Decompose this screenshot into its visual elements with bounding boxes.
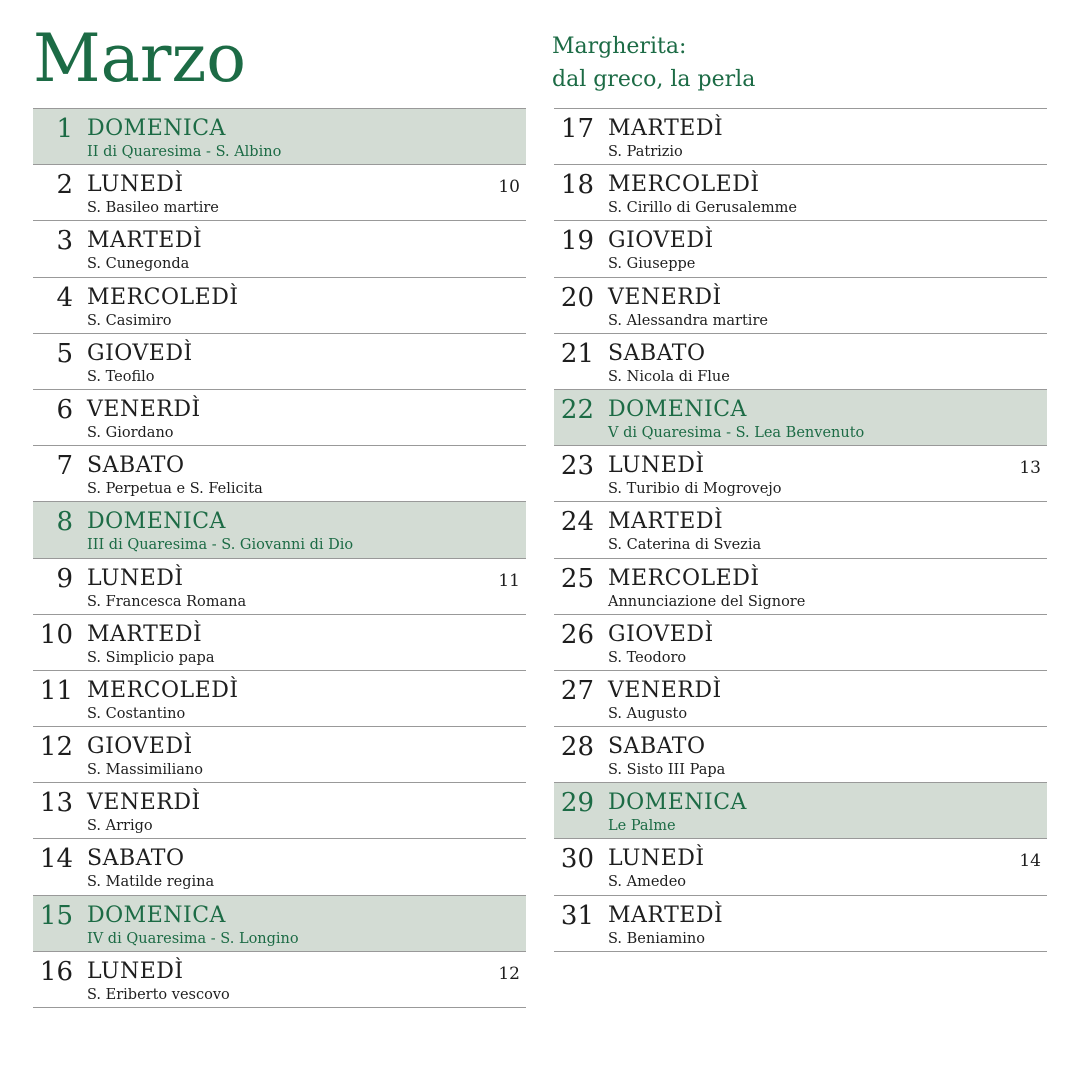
weekday-name: DOMENICA [87, 509, 226, 535]
weekday-name: LUNEDÌ [608, 846, 705, 872]
saint-of-day: S. Caterina di Svezia [608, 537, 762, 554]
day-number: 3 [56, 226, 73, 257]
weekday-name: DOMENICA [87, 902, 226, 928]
day-row-29 [554, 783, 1047, 839]
saint-of-day: S. Patrizio [608, 144, 683, 160]
day-row-25 [554, 559, 1047, 615]
day-row-18 [554, 165, 1047, 221]
day-row-13 [33, 783, 526, 839]
month-title: Marzo [33, 20, 246, 97]
day-number: 12 [39, 732, 73, 763]
saint-of-day: S. Costantino [87, 705, 186, 722]
day-row-20 [554, 278, 1047, 334]
day-number: 28 [560, 732, 594, 763]
day-number: 4 [56, 282, 73, 313]
saint-of-day: IV di Quaresima - S. Longino [87, 930, 299, 947]
day-number: 11 [39, 675, 73, 706]
weekday-name: DOMENICA [608, 790, 747, 816]
saint-of-day: S. Giordano [87, 424, 174, 441]
saint-of-day: Annunciazione del Signore [608, 593, 806, 610]
day-row-12 [33, 727, 526, 783]
day-row-3 [33, 221, 526, 277]
weekday-name: VENERDÌ [608, 284, 722, 310]
weekday-name: DOMENICA [608, 396, 747, 422]
saint-of-day: V di Quaresima - S. Lea Benvenuto [608, 424, 865, 441]
weekday-name: LUNEDÌ [87, 172, 184, 198]
weekday-name: VENERDÌ [87, 396, 201, 422]
saint-of-day: S. Alessandra martire [608, 312, 768, 329]
name-meaning-note [552, 30, 755, 96]
weekday-name: MERCOLEDÌ [608, 172, 760, 198]
day-row-30 [554, 839, 1047, 895]
saint-of-day: S. Casimiro [87, 312, 172, 329]
day-row-26 [554, 615, 1047, 671]
day-number: 25 [560, 563, 594, 594]
day-row-9 [33, 559, 526, 615]
day-number: 20 [560, 282, 594, 313]
day-number: 8 [56, 507, 73, 538]
weekday-name: MARTEDÌ [87, 621, 203, 647]
day-number: 2 [56, 170, 73, 201]
day-number: 6 [56, 394, 73, 425]
saint-of-day: S. Massimiliano [87, 762, 204, 779]
day-row-8 [33, 502, 526, 558]
weekday-name: MARTEDÌ [608, 509, 724, 535]
saint-of-day: S. Perpetua e S. Felicita [87, 481, 263, 498]
day-row-7 [33, 446, 526, 502]
day-number: 17 [560, 114, 594, 144]
weekday-name: GIOVEDÌ [608, 228, 714, 254]
day-row-10 [33, 615, 526, 671]
day-row-28 [554, 727, 1047, 783]
saint-of-day: S. Beniamino [608, 930, 705, 947]
day-number: 21 [560, 338, 594, 369]
weekday-name: MERCOLEDÌ [608, 565, 760, 591]
day-row-15 [33, 896, 526, 952]
week-number: 10 [498, 177, 520, 198]
week-number: 13 [1019, 458, 1041, 479]
day-row-19 [554, 221, 1047, 277]
name-meaning-line-1: Margherita: [552, 34, 687, 59]
day-row-22 [554, 390, 1047, 446]
saint-of-day: S. Teofilo [87, 368, 155, 385]
day-number: 15 [39, 900, 73, 931]
saint-of-day: S. Sisto III Papa [608, 762, 726, 779]
day-row-21 [554, 334, 1047, 390]
name-meaning-line-2: dal greco, la perla [552, 67, 756, 92]
weekday-name: VENERDÌ [87, 790, 201, 816]
day-number: 30 [560, 844, 594, 875]
weekday-name: MERCOLEDÌ [87, 284, 239, 310]
weekday-name: SABATO [87, 453, 185, 479]
day-row-14 [33, 839, 526, 895]
day-number: 14 [39, 844, 73, 875]
day-number: 5 [56, 338, 73, 369]
day-row-1 [33, 109, 526, 165]
day-row-27 [554, 671, 1047, 727]
day-number: 10 [39, 619, 73, 650]
saint-of-day: S. Giuseppe [608, 256, 696, 273]
saint-of-day: S. Simplicio papa [87, 649, 215, 666]
saint-of-day: S. Turibio di Mogrovejo [608, 481, 782, 498]
day-number: 9 [56, 563, 73, 594]
week-number: 14 [1019, 851, 1041, 872]
saint-of-day: S. Cunegonda [87, 256, 190, 273]
saint-of-day: S. Basileo martire [87, 200, 219, 217]
day-row-24 [554, 502, 1047, 558]
saint-of-day: S. Arrigo [87, 818, 153, 835]
day-row-23 [554, 446, 1047, 502]
days-column-left [33, 108, 526, 1008]
saint-of-day: S. Augusto [608, 705, 688, 722]
weekday-name: DOMENICA [87, 116, 226, 141]
weekday-name: LUNEDÌ [87, 958, 184, 984]
weekday-name: MARTEDÌ [87, 228, 203, 254]
day-row-2 [33, 165, 526, 221]
saint-of-day: S. Cirillo di Gerusalemme [608, 200, 797, 217]
day-number: 24 [560, 507, 594, 538]
weekday-name: MERCOLEDÌ [87, 677, 239, 703]
day-number: 23 [560, 451, 594, 482]
weekday-name: MARTEDÌ [608, 116, 724, 141]
saint-of-day: II di Quaresima - S. Albino [87, 144, 282, 160]
day-row-17 [554, 109, 1047, 165]
saint-of-day: III di Quaresima - S. Giovanni di Dio [87, 537, 354, 554]
day-row-11 [33, 671, 526, 727]
day-row-5 [33, 334, 526, 390]
day-row-4 [33, 278, 526, 334]
week-number: 11 [498, 570, 520, 591]
saint-of-day: S. Eriberto vescovo [87, 986, 230, 1003]
saint-of-day: S. Francesca Romana [87, 593, 247, 610]
day-number: 27 [560, 675, 594, 706]
day-number: 1 [56, 114, 73, 144]
day-number: 16 [39, 956, 73, 987]
day-row-31 [554, 896, 1047, 952]
weekday-name: GIOVEDÌ [87, 340, 193, 366]
weekday-name: SABATO [608, 340, 706, 366]
weekday-name: GIOVEDÌ [87, 734, 193, 760]
day-number: 26 [560, 619, 594, 650]
day-number: 19 [560, 226, 594, 257]
saint-of-day: Le Palme [608, 818, 676, 835]
weekday-name: LUNEDÌ [87, 565, 184, 591]
day-row-6 [33, 390, 526, 446]
week-number: 12 [498, 963, 520, 984]
saint-of-day: S. Amedeo [608, 874, 687, 891]
weekday-name: MARTEDÌ [608, 902, 724, 928]
day-number: 22 [560, 394, 594, 425]
weekday-name: GIOVEDÌ [608, 621, 714, 647]
day-number: 31 [560, 900, 594, 931]
saint-of-day: S. Matilde regina [87, 874, 215, 891]
weekday-name: SABATO [87, 846, 185, 872]
saint-of-day: S. Nicola di Flue [608, 368, 730, 385]
days-column-right [554, 108, 1047, 952]
day-row-16 [33, 952, 526, 1008]
day-number: 29 [560, 788, 594, 819]
day-number: 18 [560, 170, 594, 201]
weekday-name: SABATO [608, 734, 706, 760]
saint-of-day: S. Teodoro [608, 649, 687, 666]
weekday-name: VENERDÌ [608, 677, 722, 703]
weekday-name: LUNEDÌ [608, 453, 705, 479]
day-number: 13 [39, 788, 73, 819]
day-number: 7 [56, 451, 73, 482]
